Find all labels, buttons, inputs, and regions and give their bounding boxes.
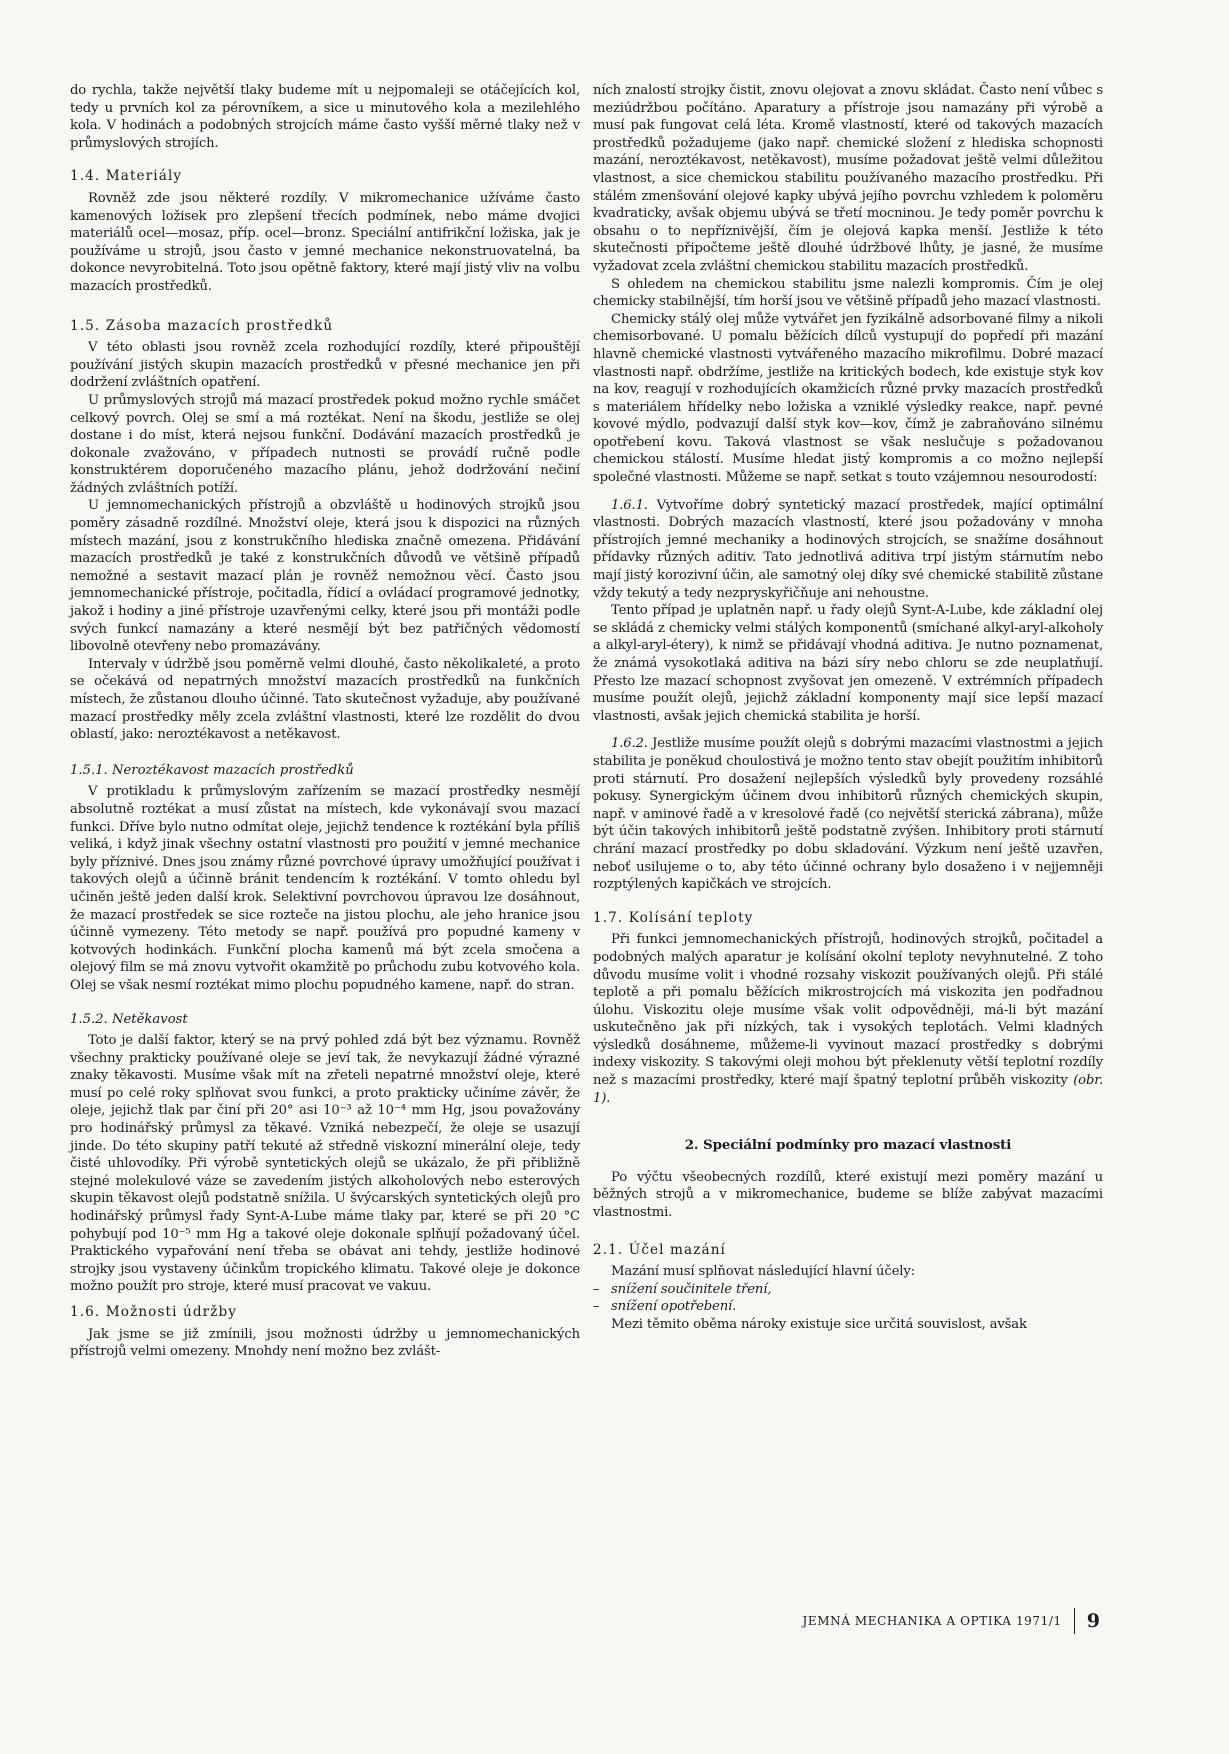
paragraph-purpose: Mazání musí splňovat následující hlavní účely: [611,1264,915,1280]
paragraph-intro: do rychla, takže největší tlaky budeme mít u nejpomaleji se otáčejících kol, tedy u prvních kol za pérovníkem, a sice u minutového kola a mezilehlého kola. V hodinách a podobných strojcích máme často vyšší měrné tlaky než v průmyslových strojích. [70,83,580,151]
paragraph-temperature-text: Při funkci jemnomechanických přístrojů, hodinových strojků, počitadel a podobných malých aparatur je kolísání okolní teploty nevyhnutelné. Z toho důvodu musíme volit i vhodné rozsahy viskozit používaných olejů. Při stálé teplotě a při pomalu běžících mikrostrojcích má viskozita jen podřadnou úlohu. Viskozitu oleje musíme však volit odpovědněji, má-li být mazání uskutečněno jak při nízkých, tak i vysokých teplotách. Velmi kladných výsledků dosáhneme, můžeme-li vyvinout mazací prostředky s dobrými indexy viskozity. S takovými oleji mohou být překlenuty větší teplotní rozdíly než s mazacími prostředky, které mají špatný teplotní průběh viskozity [593,932,1103,1089]
list-item: – snížení součinitele tření, [593,1281,1103,1299]
paragraph-reserve-2: U průmyslových strojů má mazací prostředek pokud možno rychle smáčet celkový povrch. Olej se smí a má roztékat. Není na škodu, jestliže se olej dostane i do míst, která nejsou funkční. Dodávání mazacích prostředků je dokonale zvažováno, v případech nutnosti se provádí ručně podle konstruktérem doporučeného mazacího plánu, jehož dodržování nečiní žádných zvláštních potíží. [70,392,580,496]
heading-materials: 1.4. Materiály [70,168,183,185]
paragraph-reserve-3: U jemnomechanických přístrojů a obzvláště u hodinových strojků jsou poměry zásadně rozdílné. Množství oleje, která jsou k dispozici na různých místech mazání, jsou z konstrukčního hlediska značně omezena. Přidávání mazacích prostředků je také z konstrukčních důvodů ve většině případů nemožné a sestavit mazací plán je rovněž nemožnou věcí. Často jsou jemnomechanické přístroje, počitadla, řídicí a ovládací programové jednotky, jakož i hodiny a jiné přístroje uzavřenými celky, které jsou při montáži podle svých funkcí namazány a které nesmějí být bez patřičných vědomostí libovolně otevřeny nebo promazávány. [70,498,580,655]
purpose-list [593,1281,1103,1316]
paragraph-162-number: 1.6.2. [611,736,648,752]
journal-title: JEMNÁ MECHANIKA A OPTIKA 1971/1 [802,1614,1062,1628]
paragraph-reserve-1: V této oblasti jsou rovněž zcela rozhodující rozdíly, které připouštějí používání jistých skupin mazacích prostředků v přesné mechanice jen při dodržení zvláštních opatření. [70,340,580,391]
heading-nonspreading: 1.5.1. Neroztékavost mazacích prostředků [70,762,354,778]
heading-temperature: 1.7. Kolísání teploty [593,909,754,926]
paragraph-maintenance: Jak jsme se již zmínili, jsou možnosti údržby u jemnomechanických přístrojů velmi omezeny. Mnohdy není možno bez zvlášt- [70,1326,580,1360]
left-column [70,82,580,1361]
paragraph-162-text: Jestliže musíme použít olejů s dobrými mazacími vlastnostmi a jejich stabilita je poněkud choulostivá je možno tento stav obejít použitím inhibitorů proti stárnutí. Pro dosažení nejlepších výsledků byly provedeny rozsáhlé pokusy. Synergickým účinem dvou inhibitorů různých chemických skupin, např. v aminové řadě a v kresolové řadě (co největší sterická zábrana), může být účin takových inhibitorů ještě podstatně zvýšen. Inhibitory proti stárnutí chrání mazací prostředky po dobu skladování. Výzkum není ještě uzavřen, neboť usilujeme o to, aby této účinné ochrany bylo dosaženo i v nejjemněji rozptýlených kapičkách ve strojcích. [593,736,1103,893]
paragraph-161-number: 1.6.1. [611,497,648,513]
heading-lubricant-reserve: 1.5. Zásoba mazacích prostředků [70,317,334,334]
paragraph-purpose-end: Mezi těmito oběma nároky existuje sice určitá souvislost, avšak [611,1317,1027,1332]
paragraph-161 [593,497,1103,603]
page-footer [770,1608,1100,1634]
paragraph-nonvolatility: Toto je další faktor, který se na prvý pohled zdá být bez významu. Rovněž všechny prakticky používané oleje se jeví tak, že nevykazují žádné výrazné znaky těkavosti. Musíme však mít na zřeteli nepatrné množství oleje, které musí po celé roky splňovat svou funkci, a proto prakticky učiníme závěr, že oleje, jejichž tlak par činí při 20° asi 10⁻³ až 10⁻⁴ mm Hg, jsou považovány pro hodinářský průmysl za těkavé. Vzniká nebezpečí, že oleje se usazují jinde. Do této skupiny patří tekuté až středně viskozní minerální oleje, tedy čisté uhlovodíky. Při výrobě syntetických olejů se ukázalo, že při přibližně stejné molekulové váze se zavedením jistých alkoholových nebo esterových skupin těkavost olejů podstatně snížila. U švýcarských syntetických olejů pro hodinářský průmysl řady Synt-A-Lube máme tlaky par, které se při 20 °C pohybují pod 10⁻⁵ mm Hg a takové oleje dokonale splňují požadovaný účel. Praktického vypařování není třeba se obávat ani tehdy, jestliže hodinové strojky jsou vystaveny účinkům tropického klimatu. Takové oleje je dokonce možno použít pro stroje, které musí pracovat ve vakuu. [70,1033,580,1295]
paragraph-stability-2: Chemicky stálý olej může vytvářet jen fyzikálně adsorbované filmy a nikoli chemisorbované. U pomalu běžících dílců vystupují do popředí při mazání hlavně chemické vlastnosti vytvářeného mazacího mikrofilmu. Dobré mazací vlastnosti např. obdržíme, jestliže na kritických bodech, kde existuje styk kov na kov, reagují v rozhodujících okamžicích různé prvky mazacích prostředků s materiálem hřídelky nebo ložiska a vzniklé výsledky reakce, např. pevné kovové mýdlo, podvazují další styk kov—kov, čímž je zabraňováno silnému opotřebení kovu. Taková vlastnost se však neslučuje s požadovanou chemickou stálostí. Musíme hledat jistý kompromis a co možno nejlepší společné vlastnosti. Můžeme se např. setkat s touto vzájemnou nesourodostí: [593,311,1103,486]
paragraph-materials: Rovněž zde jsou některé rozdíly. V mikromechanice užíváme často kamenových ložisek pro zlepšení třecích podmínek, nebo máme dvojici materiálů ocel—mosaz, příp. ocel—bronz. Speciální antifrikční ložiska, jak je používáme u strojů, jsou často v jemné mechanice nekonstruovatelná, ba dokonce nevyrobitelná. Toto jsou opětně faktory, které mají jistý vliv na volbu mazacích prostředků. [70,190,580,294]
paragraph-nonspreading: V protikladu k průmyslovým zařízením se mazací prostředky nesmějí absolutně roztékat a musí zůstat na místech, kde vykonávají svou mazací funkci. Dříve bylo nutno odmítat oleje, jejichž tendence k roztékání byla příliš veliká, i když jinak všechny ostatní vlastnosti pro použití v jemné mechanice byly příznivé. Dnes jsou známy různé povrchové úpravy umožňující používat i takových olejů a účinně bránit tendencím k roztékání. V tomto ohledu byl učiněn ještě jeden další krok. Selektivní povrchovou úpravou lze dosáhnout, že mazací prostředek se sice rozteče na jistou plochu, ale jeho hranice jsou účinně vymezeny. Této metody se např. používá pro popudné kameny v kotvových hodinkách. Funkční plocha kamenů má být zcela smočena a olejový film se má znovu vytvořit okamžitě po průchodu zubu kotvového kola. Olej se však nesmí roztékat mimo plochu popudného kamene, např. do stran. [70,784,580,993]
figure-reference: (obr. 1). [593,1073,1104,1106]
heading-nonvolatility: 1.5.2. Netěkavost [70,1011,188,1027]
paragraph-section-2: Po výčtu všeobecných rozdílů, které existují mezi poměry mazání u běžných strojů a v mikromechanice, budeme se blíže zabývat mazacími vlastnostmi. [593,1169,1103,1221]
paragraph-reserve-4: Intervaly v údržbě jsou poměrně velmi dlouhé, často několikaleté, a proto se očekává od nepatrných množství mazacích prostředků na funkčních místech, že zůstanou dlouho účinné. Tato skutečnost vyžaduje, aby používané mazací prostředky měly zcela zvláštní vlastnosti, které lze rozdělit do dvou oblastí, jako: neroztékavost a netěkavost. [70,656,580,743]
heading-maintenance: 1.6. Možnosti údržby [70,1304,238,1320]
paragraph-temperature [593,931,1103,1107]
list-item: – snížení opotřebení. [593,1298,1103,1316]
right-column [593,82,1103,1334]
footer-divider [1074,1608,1075,1634]
heading-section-2: 2. Speciální podmínky pro mazací vlastnosti [684,1137,1012,1154]
page-number: 9 [1086,1610,1100,1632]
paragraph-161-text: Vytvoříme dobrý syntetický mazací prostředek, mající optimální vlastnosti. Dobrých mazacích vlastností, které jsou požadovány v mnoha přístrojích jemné mechaniky a hodinových strojcích, se snažíme dosáhnout přídavky různých aditiv. Tato jednotlivá aditiva trpí jistým stárnutím nebo mají jistý korozivní účin, ale samotný olej díky své chemické stabilitě zůstane vždy tekutý a tedy nezpryskyřičňuje ani nehoustne. [593,497,1103,601]
paragraph-161-b: Tento případ je uplatněn např. u řady olejů Synt-A-Lube, kde základní olej se skládá z chemicky velmi stálých komponentů (smíchané alkyl-aryl-alkoholy a alkyl-aryl-étery), k nimž se přidávají vhodná aditiva. Je nutno poznamenat, že známá vysokotlaká aditiva na bázi síry nebo chloru se zde neuplatňují. Přesto lze mazací schopnost zvyšovat jen omezeně. V extrémních případech musíme použít olejů, jejichž základní komponenty mají sice lepší mazací vlastnosti, avšak jejich chemická stabilita je horší. [593,603,1103,724]
heading-purpose: 2.1. Účel mazání [593,1241,727,1258]
paragraph-stability-1: S ohledem na chemickou stabilitu jsme nalezli kompromis. Čím je olej chemicky stabilnější, tím horší jsou ve většině případů jeho mazací vlastnosti. [593,276,1103,310]
paragraph-162 [593,735,1103,893]
paragraph-continuation: ních znalostí strojky čistit, znovu olejovat a znovu skládat. Často není vůbec s meziúdržbou počítáno. Aparatury a přístroje jsou namazány při výrobě a musí pak fungovat celá léta. Kromě vlastností, které od takových mazacích prostředků požadujeme (jako např. chemické složení z hlediska schopnosti mazání, neroztékavost, netěkavost), musíme požadovat ještě velmi důležitou vlastnost, a sice chemickou stabilitu používaného mazacího prostředku. Při stálém zmenšování olejové kapky ubývá jejího povrchu vzhledem k poloměru kvadraticky, avšak objemu ubývá se třetí mocninou. Je tedy poměr povrchu k obsahu o to nepříznivější, čím je olejová kapka menší. Jestliže k této skutečnosti připočteme ještě dlouhé údržbové lhůty, je jasné, že musíme vyžadovat zcela zvláštní chemickou stabilitu mazacích prostředků. [593,83,1103,274]
